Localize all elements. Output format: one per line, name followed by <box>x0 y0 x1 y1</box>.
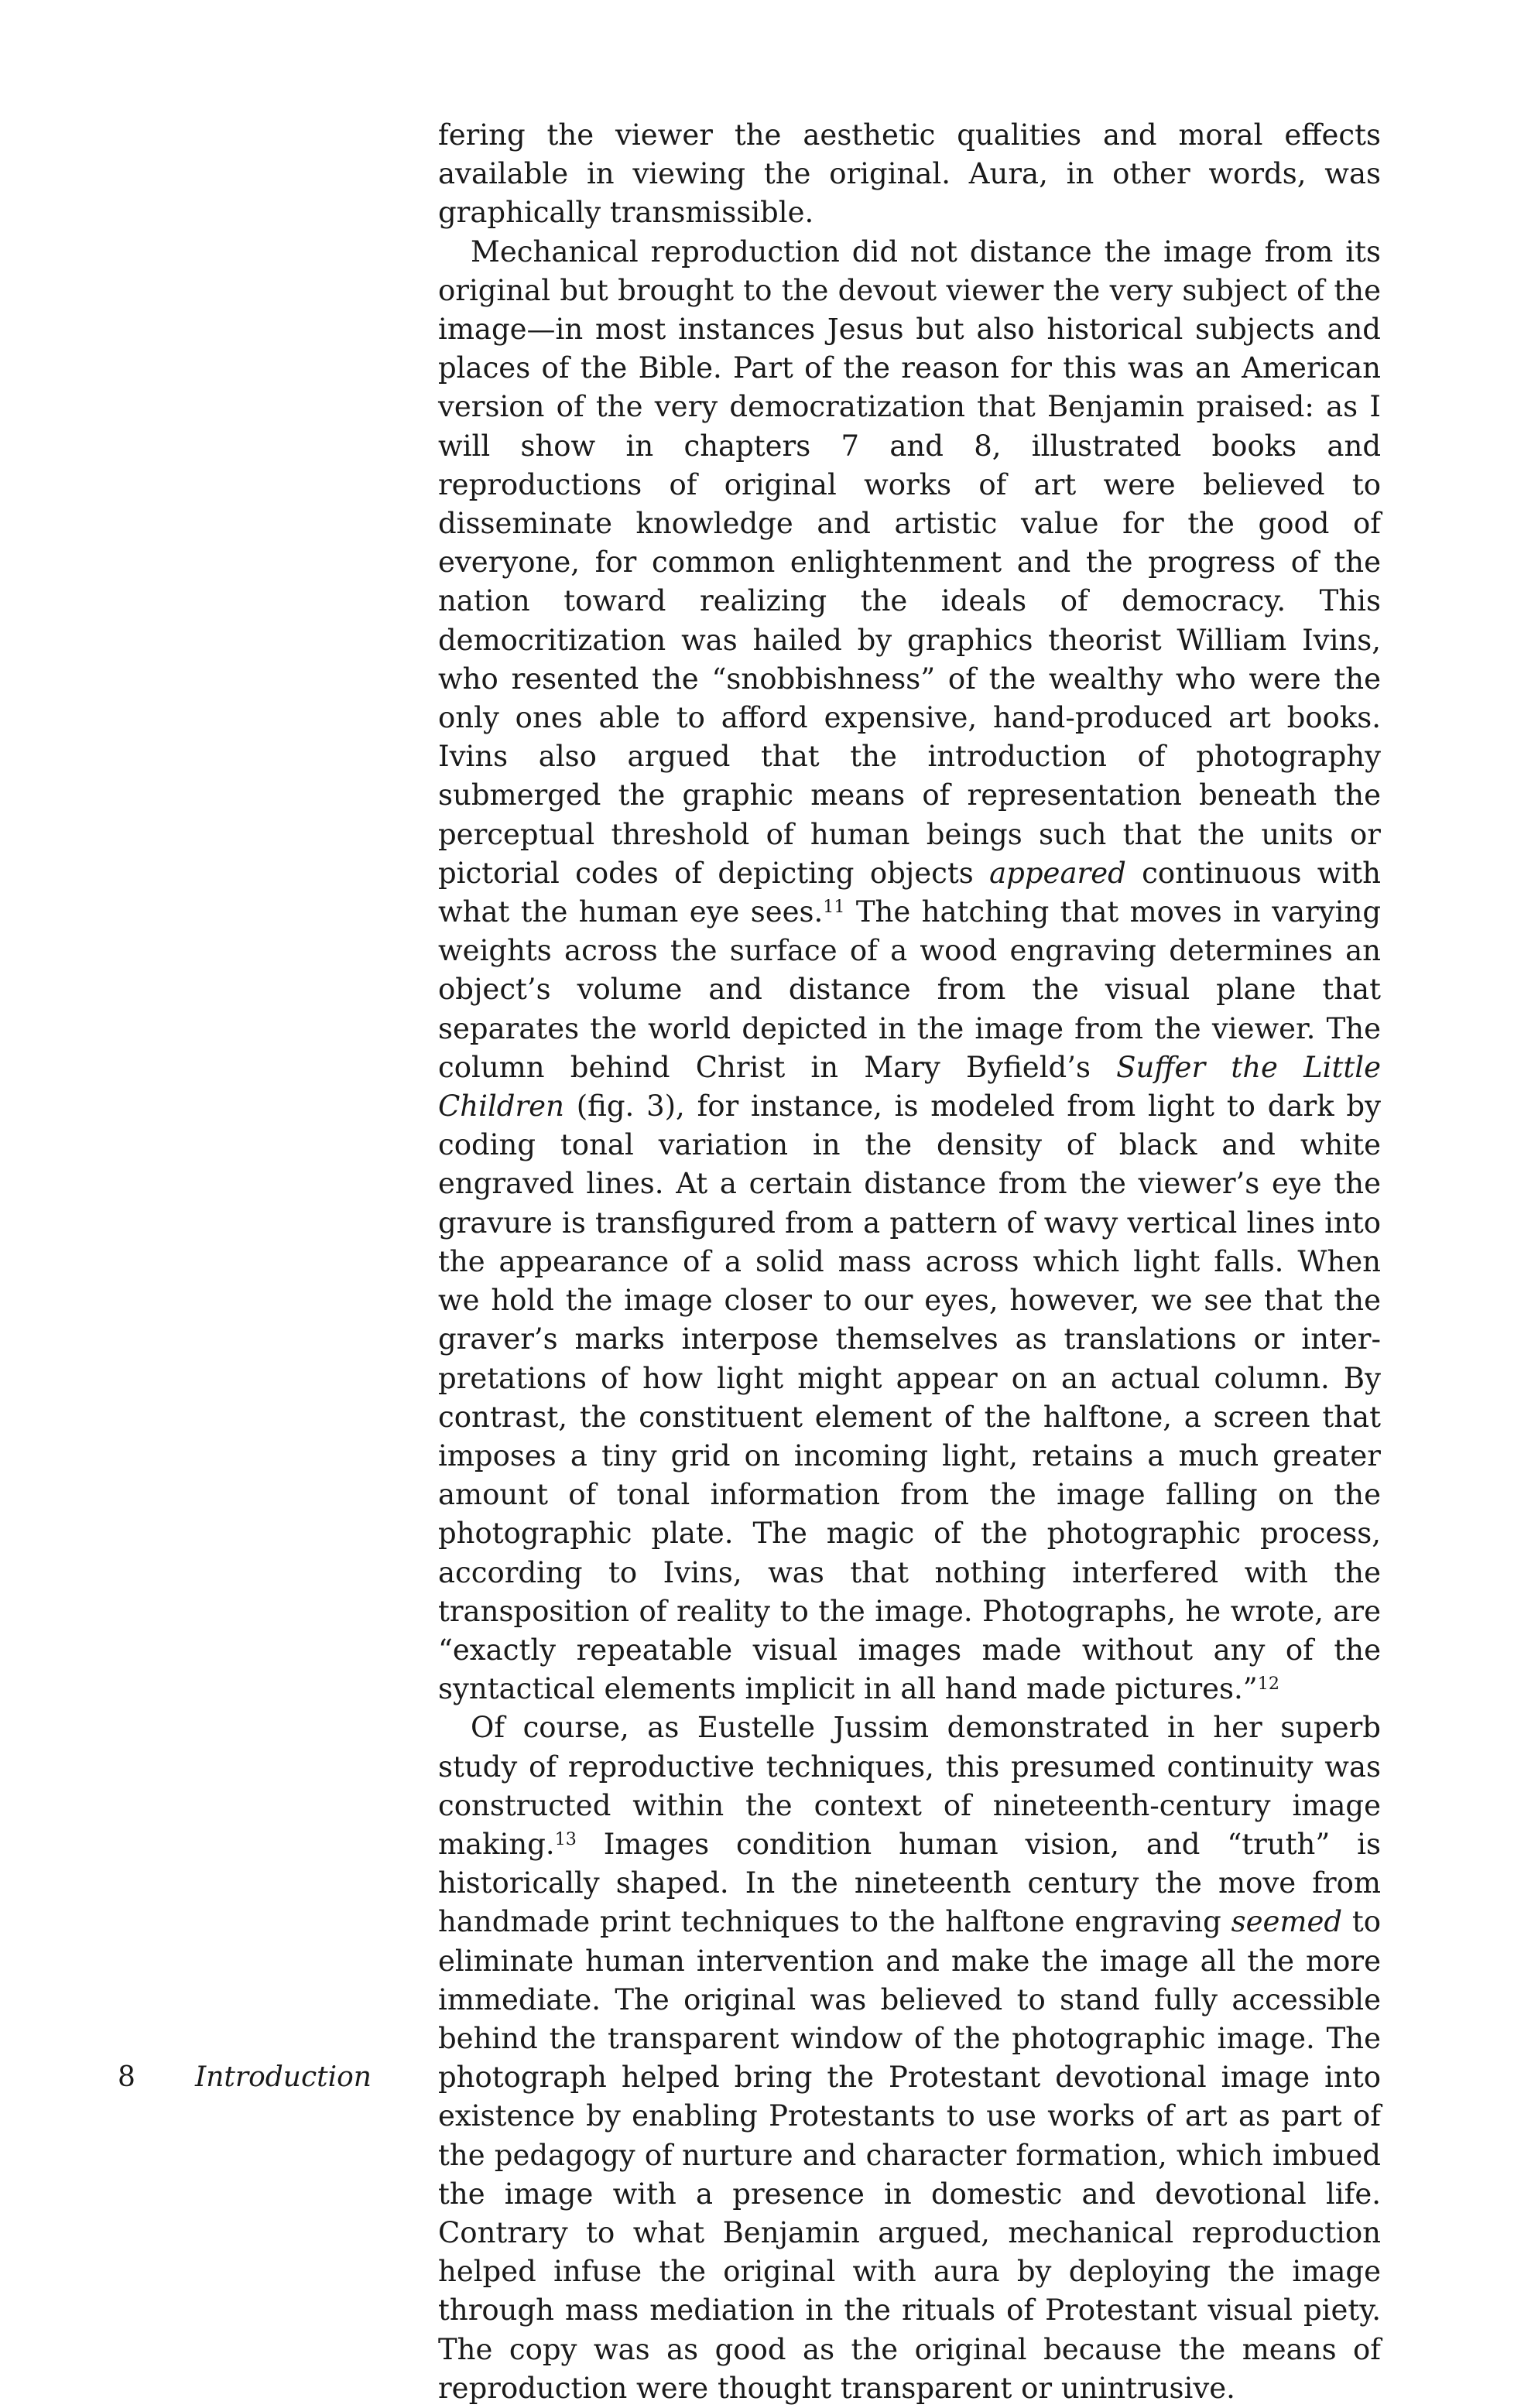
italic-text: Suffer the Little Children <box>438 1050 1381 1124</box>
text-run: fering the viewer the aesthetic qualities and moral effects available in viewing the original. Aura, in other words, was graphically transmissible. <box>438 118 1381 230</box>
text-run: (fig. 3), for instance, is modeled from light to dark by coding tonal variation in the density of black and white engraved lines. At a certain distance from the viewer’s eye the gravure is transfigured from a pattern of wavy vertical lines into the appearance of a solid mass across which light falls. When we hold the image closer to our eyes, however, we see that the graver’s marks interpose themselves as translations or interpretations of how light might appear on an actual column. By contrast, the constituent element of the halftone, a screen that imposes a tiny grid on incoming light, retains a much greater amount of tonal information from the image falling on the photographic plate. The magic of the photographic process, according to Ivins, was that nothing interfered with the transposition of reality to the image. Photographs, he wrote, are “exactly repeatable visual images made without any of the syntactical elements implicit in all hand made pictures.” <box>438 1089 1381 1706</box>
paragraph <box>438 233 1381 1709</box>
paragraph <box>438 116 1381 233</box>
text-run: to eliminate human intervention and make the image all the more immediate. The original was believed to stand fully accessible behind the transparent window of the photographic image. The photograph helped bring the Protestant devotional image into existence by enabling Protestants to use works of art as part of the pedagogy of nurture and character formation, which imbued the image with a presence in domestic and devotional life. Contrary to what Benjamin argued, mechanical reproduction helped infuse the original with aura by deploying the image through mass mediation in the rituals of Protestant visual piety. The copy was as good as the original because the means of reproduction were thought transparent or unintrusive. <box>438 1905 1381 2405</box>
running-head: Introduction <box>195 2061 372 2093</box>
page-number: 8 <box>118 2061 135 2093</box>
italic-text: appeared <box>989 856 1126 890</box>
text-run: The hatching that moves in varying weights across the surface of a wood engraving determines an object’s volume and distance from the visual plane that separates the world depicted in the image from the viewer. The column behind Christ in Mary Byfield’s <box>438 895 1381 1084</box>
page-footer <box>0 2058 1514 2105</box>
footnote-ref: 12 <box>1257 1673 1279 1694</box>
text-run: Images condition human vision, and “truth” is historically shaped. In the nineteenth century the move from handmade print techniques to the halftone engraving <box>438 1827 1381 1939</box>
footnote-ref: 13 <box>554 1828 577 1849</box>
footnote-ref: 11 <box>823 896 845 917</box>
text-run: continuous with what the human eye sees. <box>438 856 1381 929</box>
text-run: Mechanical reproduction did not distance the image from its original but brought to the devout viewer the very subject of the image—in most instances Jesus but also historical subjects and places of the Bible. Part of the reason for this was an American version of the very democratization that Benjamin praised: as I will show in chapters 7 and 8, illustrated books and reproductions of original works of art were believed to disseminate knowledge and artistic value for the good of everyone, for common enlightenment and the progress of the nation toward realizing the ideals of democracy. This democritization was hailed by graphics theorist William Ivins, who resented the “snobbishness” of the wealthy who were the only ones able to afford expensive, hand-produced art books. Ivins also argued that the introduction of photography submerged the graphic means of representation beneath the perceptual threshold of human beings such that the units or pictorial codes of depicting objects <box>438 234 1381 890</box>
italic-text: seemed <box>1231 1905 1343 1939</box>
text-run: Of course, as Eustelle Jussim demonstrated in her superb study of reproductive techniques, this presumed continuity was constructed within the context of nineteenth-century image making. <box>438 1711 1381 1861</box>
